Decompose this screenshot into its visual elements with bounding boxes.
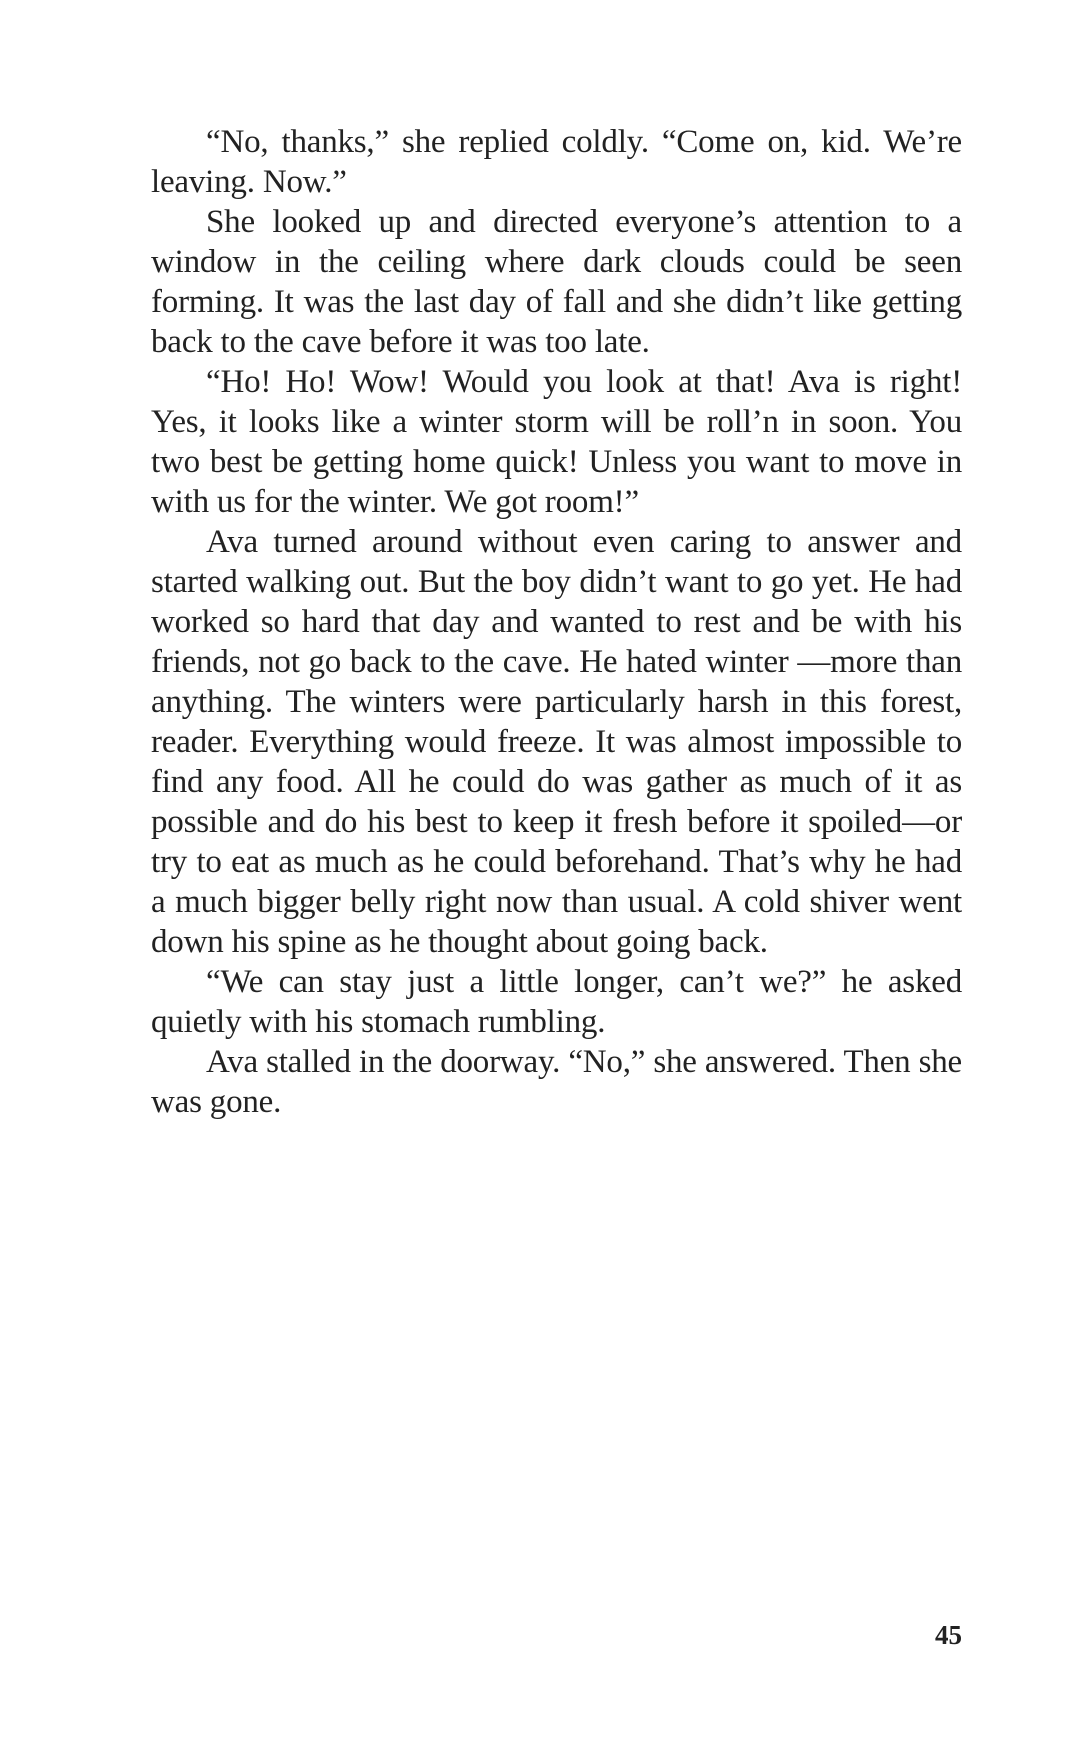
paragraph-3: “Ho! Ho! Wow! Would you look at that! Ava is right! Yes, it looks like a winter storm will be roll’n in soon. You two best be getting home quick! Unless you want to move in with us for the winter. We got room!” — [151, 364, 962, 520]
paragraph-6: Ava stalled in the doorway. “No,” she answered. Then she was gone. — [151, 1044, 962, 1120]
body-text — [151, 122, 962, 1122]
paragraph-4: Ava turned around without even caring to answer and started walking out. But the boy didn’t want to go yet. He had worked so hard that day and wanted to rest and be with his friends, not go back to the cave. He hated winter —more than anything. The winters were particularly harsh in this forest, reader. Everything would freeze. It was almost impossible to find any food. All he could do was gather as much of it as possible and do his best to keep it fresh before it spoiled—or try to eat as much as he could beforehand. That’s why he had a much bigger belly right now than usual. A cold shiver went down his spine as he thought about going back. — [151, 524, 962, 960]
paragraph-5: “We can stay just a little longer, can’t we?” he asked quietly with his stomach rumbling. — [151, 964, 962, 1040]
paragraph-2: She looked up and directed everyone’s attention to a window in the ceiling where dark clouds could be seen forming. It was the last day of fall and she didn’t like getting back to the cave before it was too late. — [151, 204, 962, 360]
paragraph-1: “No, thanks,” she replied coldly. “Come on, kid. We’re leaving. Now.” — [151, 124, 962, 200]
page-number: 45 — [935, 1620, 962, 1650]
